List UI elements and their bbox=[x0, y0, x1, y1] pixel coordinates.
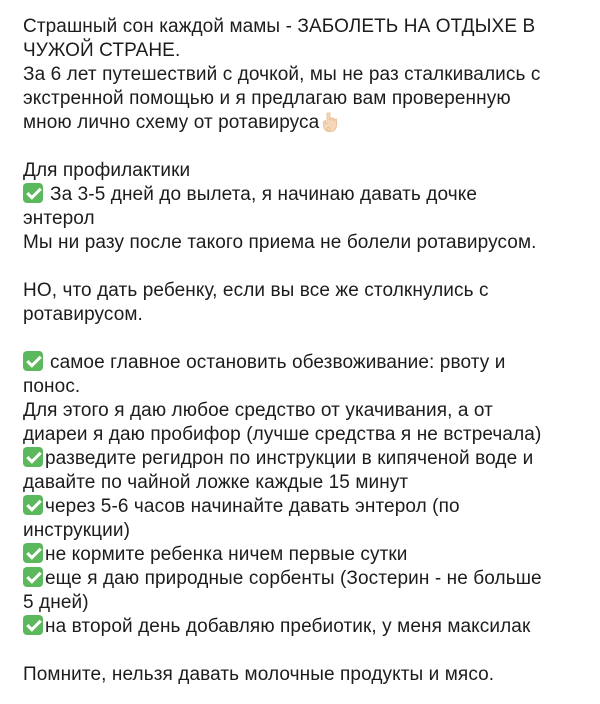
question-line: ротавирусом. bbox=[23, 304, 143, 325]
intro-line: экстренной помощью и я предлагаю вам проверенную bbox=[23, 88, 511, 109]
prevention-result: Мы ни разу после такого приема не болели ротавирусом. bbox=[23, 232, 537, 253]
treatment-section bbox=[23, 351, 584, 639]
treatment-step-text: на второй день добавляю пребиотик, у меня максилак bbox=[45, 616, 531, 637]
treatment-step-continued: давайте по чайной ложке каждые 15 минут bbox=[23, 472, 409, 493]
prevention-item bbox=[23, 183, 584, 207]
spacer bbox=[23, 135, 584, 159]
post-title bbox=[23, 15, 584, 63]
treatment-step-text: разведите регидрон по инструкции в кипяченой воде и bbox=[45, 448, 534, 469]
prevention-section bbox=[23, 159, 584, 255]
spacer bbox=[23, 327, 584, 351]
spacer bbox=[23, 255, 584, 279]
treatment-step-text: через 5-6 часов начинайте давать энтерол (по bbox=[45, 496, 460, 517]
backhand-index-pointing-down-icon bbox=[322, 112, 338, 132]
treatment-step bbox=[23, 447, 584, 471]
prevention-item-continued: энтерол bbox=[23, 208, 95, 229]
treatment-step-text: не кормите ребенка ничем первые сутки bbox=[45, 544, 408, 565]
treatment-step-continued: понос. bbox=[23, 376, 81, 397]
intro-paragraph bbox=[23, 63, 584, 135]
title-line: ЧУЖОЙ СТРАНЕ. bbox=[23, 40, 181, 61]
treatment-step bbox=[23, 351, 584, 375]
treatment-step-text: еще я даю природные сорбенты (Зостерин - не больше bbox=[45, 568, 542, 589]
closing-note: Помните, нельзя давать молочные продукты и мясо. bbox=[23, 664, 495, 685]
treatment-step-continued: 5 дней) bbox=[23, 592, 89, 613]
prevention-item-text: За 3-5 дней до вылета, я начинаю давать дочке bbox=[50, 184, 478, 205]
treatment-step bbox=[23, 543, 584, 567]
treatment-step-continued: инструкции) bbox=[23, 520, 131, 541]
treatment-step bbox=[23, 615, 584, 639]
check-mark-icon bbox=[23, 495, 43, 515]
treatment-note: диареи я даю пробифор (лучше средства я не встречала) bbox=[23, 424, 542, 445]
intro-line bbox=[23, 111, 584, 135]
spacer bbox=[23, 639, 584, 663]
check-mark-icon bbox=[23, 351, 43, 371]
check-mark-icon bbox=[23, 567, 43, 587]
check-mark-icon bbox=[23, 543, 43, 563]
prevention-heading: Для профилактики bbox=[23, 160, 191, 181]
title-line: Страшный сон каждой мамы - ЗАБОЛЕТЬ НА ОТДЫХЕ В bbox=[23, 16, 536, 37]
treatment-step-text: самое главное остановить обезвоживание: рвоту и bbox=[50, 352, 506, 373]
check-mark-icon bbox=[23, 447, 43, 467]
question-paragraph bbox=[23, 279, 584, 327]
intro-line-text: мною лично схему от ротавируса bbox=[23, 112, 320, 133]
treatment-step bbox=[23, 567, 584, 591]
treatment-note: Для этого я даю любое средство от укачивания, а от bbox=[23, 400, 493, 421]
intro-line: За 6 лет путешествий с дочкой, мы не раз сталкивались с bbox=[23, 64, 541, 85]
check-mark-icon bbox=[23, 615, 43, 635]
check-mark-icon bbox=[23, 183, 43, 203]
question-line: НО, что дать ребенку, если вы все же столкнулись с bbox=[23, 280, 489, 301]
treatment-step bbox=[23, 495, 584, 519]
